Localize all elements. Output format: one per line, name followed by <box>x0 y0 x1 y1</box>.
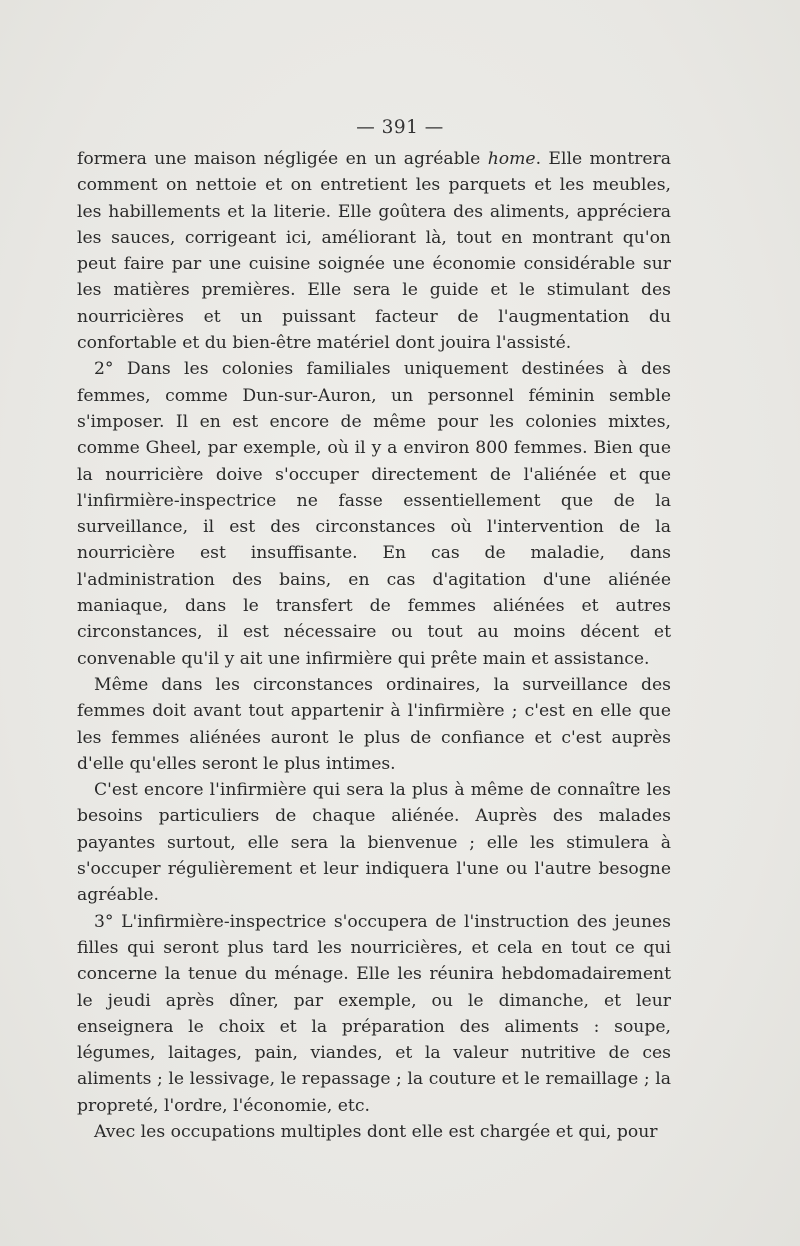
paragraph-2: 2° Dans les colonies familiales uniquement destinées à des femmes, comme Dun-sur-Auron, un personnel féminin semble s'imposer. Il en est encore de même pour les colonies mixtes, comme Gheel, par exemple, où il y a environ 800 femmes. Bien que la nourricière doive s'occuper directement de l'aliénée et que l'infirmière-inspectrice ne fasse essentiellement que de la surveillance, il est des circonstances où l'intervention de la nourricière est insuffisante. En cas de maladie, dans l'administration des bains, en cas d'agitation d'une aliénée maniaque, dans le transfert de femmes aliénées et autres circonstances, il est nécessaire ou tout au moins décent et convenable qu'il y ait une infirmière qui prête main et assistance. <box>77 359 671 669</box>
page-number: — 391 — <box>356 117 444 138</box>
paragraph-3: Même dans les circonstances ordinaires, la surveillance des femmes doit avant tout appartenir à l'infirmière ; c'est en elle que les femmes aliénées auront le plus de confiance et c'est auprès d'elle qu'elles seront le plus intimes. <box>77 674 671 774</box>
paragraph-4: C'est encore l'infirmière qui sera la plus à même de connaître les besoins particuliers de chaque aliénée. Auprès des malades payantes surtout, elle sera la bienvenue ; elle les stimulera à s'occuper régulièrement et leur indiquera l'une ou l'autre besogne agréable. <box>77 780 671 906</box>
italic-word-home: home <box>487 149 536 169</box>
paragraph-1 <box>77 146 671 356</box>
paragraph-1-start: formera une maison négligée en un agréable <box>77 149 488 169</box>
paragraph-5: 3° L'infirmière-inspectrice s'occupera de l'instruction des jeunes filles qui seront plus tard les nourricières, et cela en tout ce qui concerne la tenue du ménage. Elle les réunira hebdomadairement le jeudi après dîner, par exemple, ou le dimanche, et leur enseignera le choix et la préparation des aliments : soupe, légumes, laitages, pain, viandes, et la valeur nutritive de ces aliments ; le lessivage, le repassage ; la couture et le remaillage ; la propreté, l'ordre, l'économie, etc. <box>77 911 671 1116</box>
paragraph-1-rest: . Elle montrera comment on nettoie et on entretient les parquets et les meubles, les habillements et la literie. Elle goûtera des aliments, appréciera les sauces, corrigeant ici, améliorant là, tout en montrant qu'on peut faire par une cuisine soignée une économie considérable sur les matières premières. Elle sera le guide et le stimulant des nourricières et un puissant facteur de l'augmentation du confortable et du bien-être matériel dont jouira l'assisté. <box>77 149 672 354</box>
paragraph-6: Avec les occupations multiples dont elle est chargée et qui, pour <box>94 1121 658 1142</box>
body-text <box>77 146 671 1145</box>
